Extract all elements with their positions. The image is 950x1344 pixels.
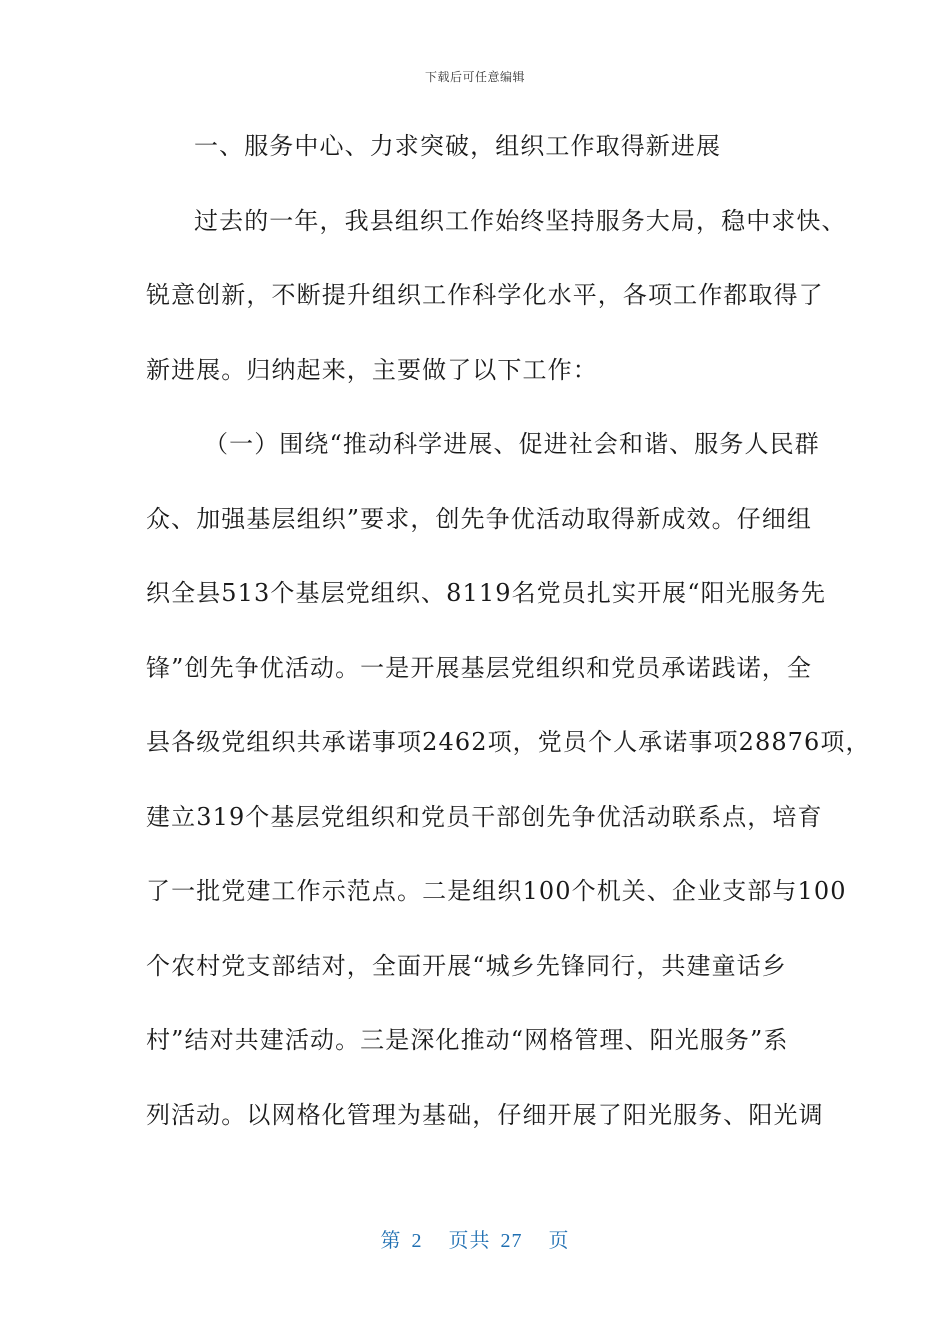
total-pages-number: 27 <box>500 1230 523 1252</box>
footer-prefix: 第 <box>380 1230 402 1252</box>
paragraph-line: 了一批党建工作示范点。二是组织100个机关、企业支部与100 <box>146 877 847 905</box>
paragraph-line: 过去的一年，我县组织工作始终坚持服务大局，稳中求快、 <box>194 206 847 235</box>
paragraph-line: 列活动。以网格化管理为基础，仔细开展了阳光服务、阳光调 <box>146 1100 824 1129</box>
paragraph-line: 锐意创新，不断提升组织工作科学化水平，各项工作都取得了 <box>146 281 824 309</box>
paragraph-line: 锋”创先争优活动。一是开展基层党组织和党员承诺践诺，全 <box>146 653 812 682</box>
footer-middle: 页共 <box>448 1230 491 1252</box>
paragraph-line: 县各级党组织共承诺事项2462项，党员个人承诺事项28876项， <box>146 728 871 756</box>
document-body <box>146 124 871 1167</box>
paragraph-line: 建立319个基层党组织和党员干部创先争优活动联系点，培育 <box>146 802 823 831</box>
paragraph-line: 个农村党支部结对，全面开展“城乡先锋同行，共建童话乡 <box>146 951 787 980</box>
section-heading: 一、服务中心、力求突破，组织工作取得新进展 <box>194 132 722 160</box>
current-page-number: 2 <box>411 1230 423 1252</box>
paragraph-line: 众、加强基层组织”要求，创先争优活动取得新成效。仔细组 <box>146 504 812 533</box>
paragraph-line: 新进展。归纳起来，主要做了以下工作： <box>146 355 598 384</box>
subsection-line: （一）围绕“推动科学进展、促进社会和谐、服务人民群 <box>204 430 820 458</box>
footer-suffix: 页 <box>548 1230 570 1252</box>
page-header-note: 下载后可任意编辑 <box>424 70 525 84</box>
paragraph-line: 织全县513个基层党组织、8119名党员扎实开展“阳光服务先 <box>146 579 827 607</box>
paragraph-line: 村”结对共建活动。三是深化推动“网格管理、阳光服务”系 <box>146 1026 789 1054</box>
page-footer <box>0 1224 950 1253</box>
